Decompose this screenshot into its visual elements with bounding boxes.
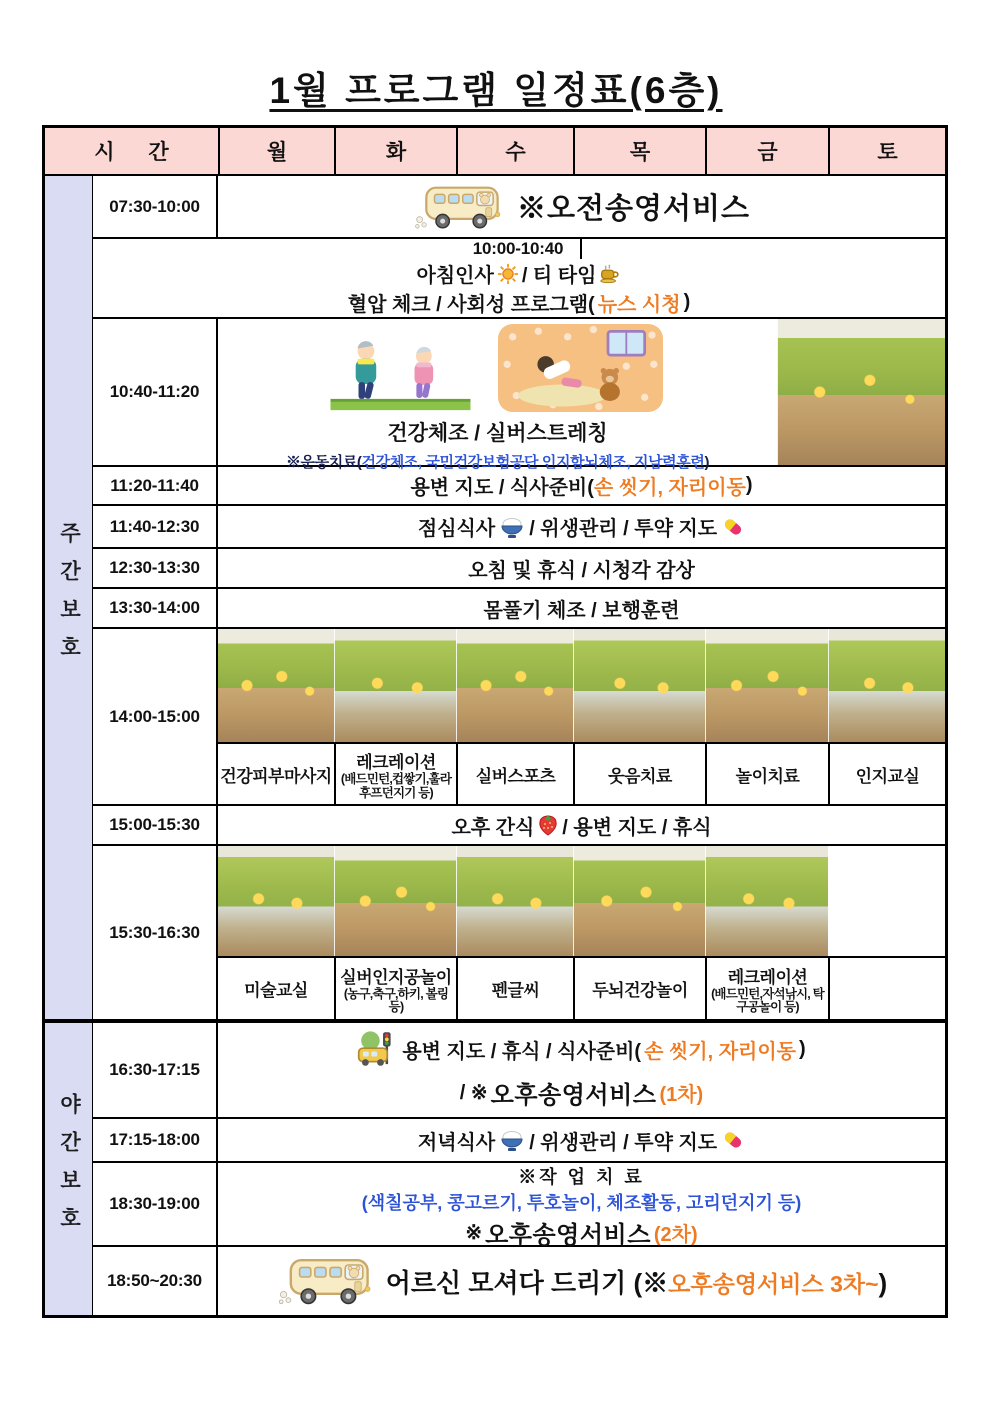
time-cell: 14:00-15:00: [93, 629, 218, 804]
row-greeting: [93, 239, 945, 319]
row-nap: [93, 549, 945, 589]
row-exercise: [93, 319, 945, 471]
activity-label: 놀이치료: [705, 744, 828, 804]
row-dinner: [93, 1119, 945, 1163]
activity-photo: [828, 629, 945, 742]
evening-prep-text-b: ): [799, 1037, 806, 1060]
activity-photo: [573, 846, 705, 956]
cell-warmup: [218, 589, 945, 627]
cell-lunch: [218, 506, 945, 547]
activity-photo: [573, 629, 705, 742]
school-bus-icon: [413, 181, 505, 233]
evening-bus-round: (1차): [659, 1084, 704, 1106]
activity-label: 웃음치료: [573, 744, 705, 804]
snack-text-a: 오후 간식: [451, 816, 535, 839]
activity-label: 두뇌건강놀이: [573, 958, 705, 1019]
evening-bus-service-label: 오후송영서비스: [490, 1082, 657, 1109]
activity-photo: [334, 846, 456, 956]
header-day-tue: 화: [334, 128, 456, 174]
pill-capsule-icon: [721, 1128, 745, 1152]
daycare-rows: [93, 176, 945, 1019]
time-cell: 10:00-10:40: [457, 239, 582, 259]
evening-prep-text-a: 용변 지도 / 휴식 / 식사준비(: [402, 1040, 642, 1063]
final-pickup-main: 어르신 모셔다 드리기 (※: [385, 1267, 669, 1298]
warmup-text: 몸풀기 체조 / 보행훈련: [483, 599, 680, 622]
section-nightcare: [45, 1019, 945, 1315]
nap-text: 오침 및 휴식 / 시청각 감상: [468, 559, 695, 582]
greeting-line2: [348, 288, 690, 317]
evening-prep-line1: [357, 1030, 805, 1068]
header-day-sat: 토: [828, 128, 945, 174]
header-day-thu: 목: [573, 128, 705, 174]
dinner-text-a: 저녁식사: [417, 1131, 496, 1154]
time-cell: 11:40-12:30: [93, 506, 218, 547]
activity-label: 건강피부마사지: [220, 766, 332, 786]
walking-seniors-clipart: [328, 328, 473, 412]
cell-morning-pickup: [218, 176, 945, 237]
nightcare-rows: [93, 1023, 945, 1315]
cell-snack: [218, 806, 945, 844]
morning-pickup-label: ※오전송영서비스: [516, 193, 751, 225]
cell-evening-prep: [218, 1023, 945, 1117]
cell-toileting: [218, 467, 945, 504]
time-cell: 13:30-14:00: [93, 589, 218, 627]
evening-bus2-round: (2차): [653, 1224, 698, 1246]
evening-prep-line2: [460, 1075, 703, 1110]
time-cell: 07:30-10:00: [93, 176, 218, 237]
activity-photo: [705, 629, 828, 742]
row-work-therapy: [93, 1163, 945, 1247]
evening-bus-prefix: / ※: [459, 1082, 488, 1104]
toileting-highlight: 손 씻기, 자리이동: [593, 477, 746, 499]
schedule-table: [42, 125, 948, 1318]
header-time: 시 간: [94, 141, 183, 164]
time-cell: 17:15-18:00: [93, 1119, 218, 1161]
time-cell: 12:30-13:30: [93, 549, 218, 587]
cell-work-therapy: [218, 1163, 945, 1249]
time-cell: 10:40-11:20: [93, 319, 218, 465]
row-toileting: [93, 467, 945, 506]
photo-strip: [218, 629, 945, 742]
time-cell: 15:00-15:30: [93, 806, 218, 844]
work-therapy-title: ※작 업 치 료: [518, 1167, 645, 1187]
page-title: 1월 프로그램 일정표(6층): [269, 70, 723, 111]
greeting-line1: [417, 259, 622, 288]
header-day-mon: 월: [218, 128, 334, 174]
exercise-photo: [777, 319, 945, 465]
label-strip: [218, 742, 945, 804]
time-cell: 11:20-11:40: [93, 467, 218, 504]
final-pickup-suffix: ): [878, 1267, 888, 1298]
toileting-suffix: ): [745, 474, 753, 496]
section-daycare: [45, 176, 945, 1019]
row-warmup: [93, 589, 945, 629]
snack-text-b: / 용변 지도 / 휴식: [562, 816, 712, 839]
time-cell: 16:30-17:15: [93, 1023, 218, 1117]
activity-photo: [456, 846, 573, 956]
sun-icon: [497, 263, 519, 285]
header-day-fri: 금: [705, 128, 828, 174]
row-morning-pickup: [93, 176, 945, 239]
cell-afternoon-2: [218, 846, 945, 1019]
cell-dinner: [218, 1119, 945, 1161]
toileting-text: 용변 지도 / 식사준비(: [410, 477, 594, 499]
table-header: [45, 128, 945, 176]
row-final-pickup: [93, 1247, 945, 1315]
row-snack: [93, 806, 945, 846]
row-lunch: [93, 506, 945, 549]
cell-afternoon-1: [218, 629, 945, 804]
lunch-text-a: 점심식사: [417, 518, 496, 540]
exercise-note-detail: 건강체조, 국민건강보험공단 인지함뇌체조, 지남력훈련: [361, 454, 705, 471]
activity-photo: [456, 629, 573, 742]
activity-label: 인지교실: [828, 744, 945, 804]
work-therapy-detail: (색칠공부, 콩고르기, 투호놀이, 체조활동, 고리던지기 등): [361, 1193, 802, 1213]
time-cell: 18:30-19:00: [93, 1163, 218, 1245]
evening-bus2-service-label: 오후송영서비스: [485, 1222, 651, 1249]
row-afternoon-activities-1: [93, 629, 945, 806]
stretching-child-clipart: [493, 324, 668, 412]
school-bus-icon: [276, 1253, 376, 1309]
cell-final-pickup: [218, 1247, 945, 1315]
exercise-note-suffix: ): [704, 454, 710, 471]
pill-capsule-icon: [721, 515, 745, 539]
time-cell: 15:30-16:30: [93, 846, 218, 1019]
activity-label-empty: [828, 958, 945, 1019]
header-day-wed: 수: [456, 128, 573, 174]
label-strip: [218, 956, 945, 1019]
exercise-note-prefix: ※운동치료(: [285, 454, 362, 471]
rice-bowl-icon: [499, 1128, 525, 1152]
greeting-highlight: 뉴스 시청: [597, 294, 681, 316]
cell-exercise: [218, 319, 945, 471]
bus-with-traffic-light-icon: [357, 1030, 399, 1068]
teacup-icon: [599, 263, 621, 285]
exercise-title: 건강체조 / 실버스트레칭: [387, 422, 608, 445]
activity-label: 실버스포츠: [456, 744, 573, 804]
rice-bowl-icon: [499, 515, 525, 539]
activity-photo: [218, 629, 334, 742]
exercise-main: [218, 319, 777, 471]
activity-photo: [218, 846, 334, 956]
activity-photo: [334, 629, 456, 742]
greeting-text-b: / 티 타임: [521, 265, 597, 287]
photo-strip: [218, 846, 945, 956]
exercise-cliparts: [328, 324, 668, 412]
activity-label: 미술교실: [244, 981, 308, 1000]
cell-greeting: [348, 259, 690, 317]
activity-label: 레크레이션 (배드민턴,자석낚시, 탁구공놀이 등): [705, 958, 828, 1019]
dinner-text-b: / 위생관리 / 투약 지도: [529, 1131, 718, 1154]
lunch-text-b: / 위생관리 / 투약 지도: [529, 518, 718, 540]
greeting-text-c: 혈압 체크 / 사회성 프로그램(: [347, 294, 595, 316]
row-afternoon-activities-2: [93, 846, 945, 1019]
work-therapy-line3: [465, 1215, 697, 1250]
activity-label: 실버인지공놀이 (농구,축구,하키, 볼링 등): [334, 958, 456, 1019]
greeting-text-d: ): [683, 291, 691, 313]
cell-nap: [218, 549, 945, 587]
side-label-daycare: 주간보호: [45, 176, 93, 1019]
empty-photo-slot: [828, 846, 945, 956]
activity-label: 펜글씨: [456, 958, 573, 1019]
final-pickup-text: [386, 1263, 887, 1300]
time-cell: 18:50~20:30: [93, 1247, 218, 1315]
row-evening-prep: [93, 1023, 945, 1119]
activity-photo: [705, 846, 828, 956]
final-pickup-highlight: 오후송영서비스 3차~: [668, 1270, 879, 1297]
evening-prep-highlight: 손 씻기, 자리이동: [644, 1040, 796, 1063]
greeting-text-a: 아침인사: [416, 265, 494, 287]
activity-label: 레크레이션 (배드민턴,컵쌓기,훌라후프던지기 등): [334, 744, 456, 804]
side-label-nightcare: 야간보호: [45, 1023, 93, 1315]
evening-bus2-prefix: ※: [465, 1222, 483, 1244]
strawberry-icon: [538, 814, 558, 836]
